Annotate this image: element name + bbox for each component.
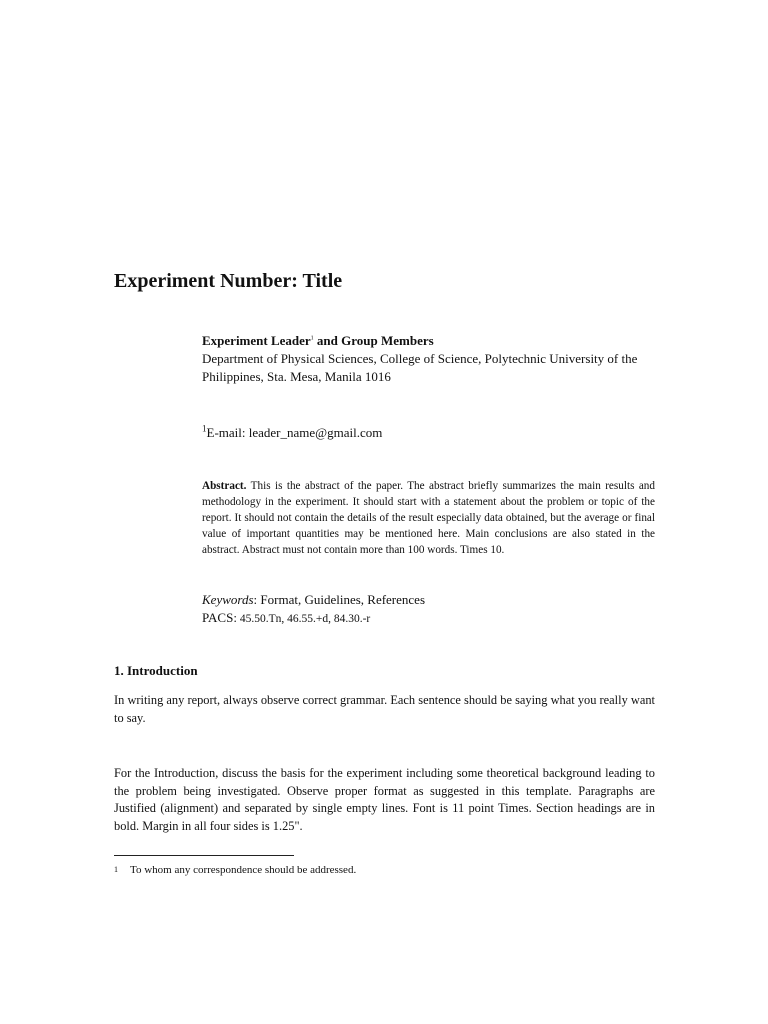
pacs-values: 45.50.Tn, 46.55.+d, 84.30.-r: [236, 613, 371, 625]
author-footnote-marker: 1: [310, 335, 314, 342]
abstract-label: Abstract.: [202, 480, 247, 492]
author-block: [202, 332, 652, 386]
paper-title: Experiment Number: Title: [114, 270, 343, 292]
email-marker: 1: [202, 423, 207, 434]
email-text: E-mail: leader_name@gmail.com: [206, 425, 383, 440]
footnote-divider: [114, 855, 294, 856]
author-line: [202, 332, 652, 350]
keywords-text: : Format, Guidelines, References: [253, 592, 426, 607]
author-members: and Group Members: [313, 333, 434, 348]
section-heading-introduction: 1. Introduction: [114, 663, 198, 678]
keywords-line: [202, 591, 425, 609]
email-line: [202, 424, 382, 442]
abstract-text: This is the abstract of the paper. The abstract briefly summarizes the main results and methodology in the experiment. It should start with a statement about the problem or topic of the report. It should not contain the details of the result especially data obtained, but the average or final value of important quantities may be mentioned here. Main conclusions are also stated in the abstract. Abstract must not contain more than 100 words. Times 10.: [202, 480, 655, 556]
pacs-label: PACS:: [202, 610, 237, 625]
pacs-line: [202, 609, 370, 628]
footnote-marker: 1: [114, 865, 118, 874]
abstract: [202, 478, 655, 558]
footnote-text: To whom any correspondence should be addressed.: [130, 864, 357, 876]
affiliation: Department of Physical Sciences, College of Science, Polytechnic University of the Philippines, Sta. Mesa, Manila 1016: [202, 351, 638, 384]
footnote: [114, 863, 356, 877]
introduction-paragraph: For the Introduction, discuss the basis for the experiment including some theoretical background leading to the problem being investigated. Observe proper format as suggested in this template. Paragraphs are Justified (alignment) and separated by single empty lines. Font is 11 point Times. Section headings are in bold. Margin in all four sides is 1.25".: [114, 766, 655, 833]
keywords-label: Keywords: [202, 592, 254, 607]
introduction-paragraph: In writing any report, always observe correct grammar. Each sentence should be saying what you really want to say.: [114, 693, 655, 725]
author-leader: Experiment Leader: [202, 333, 311, 348]
